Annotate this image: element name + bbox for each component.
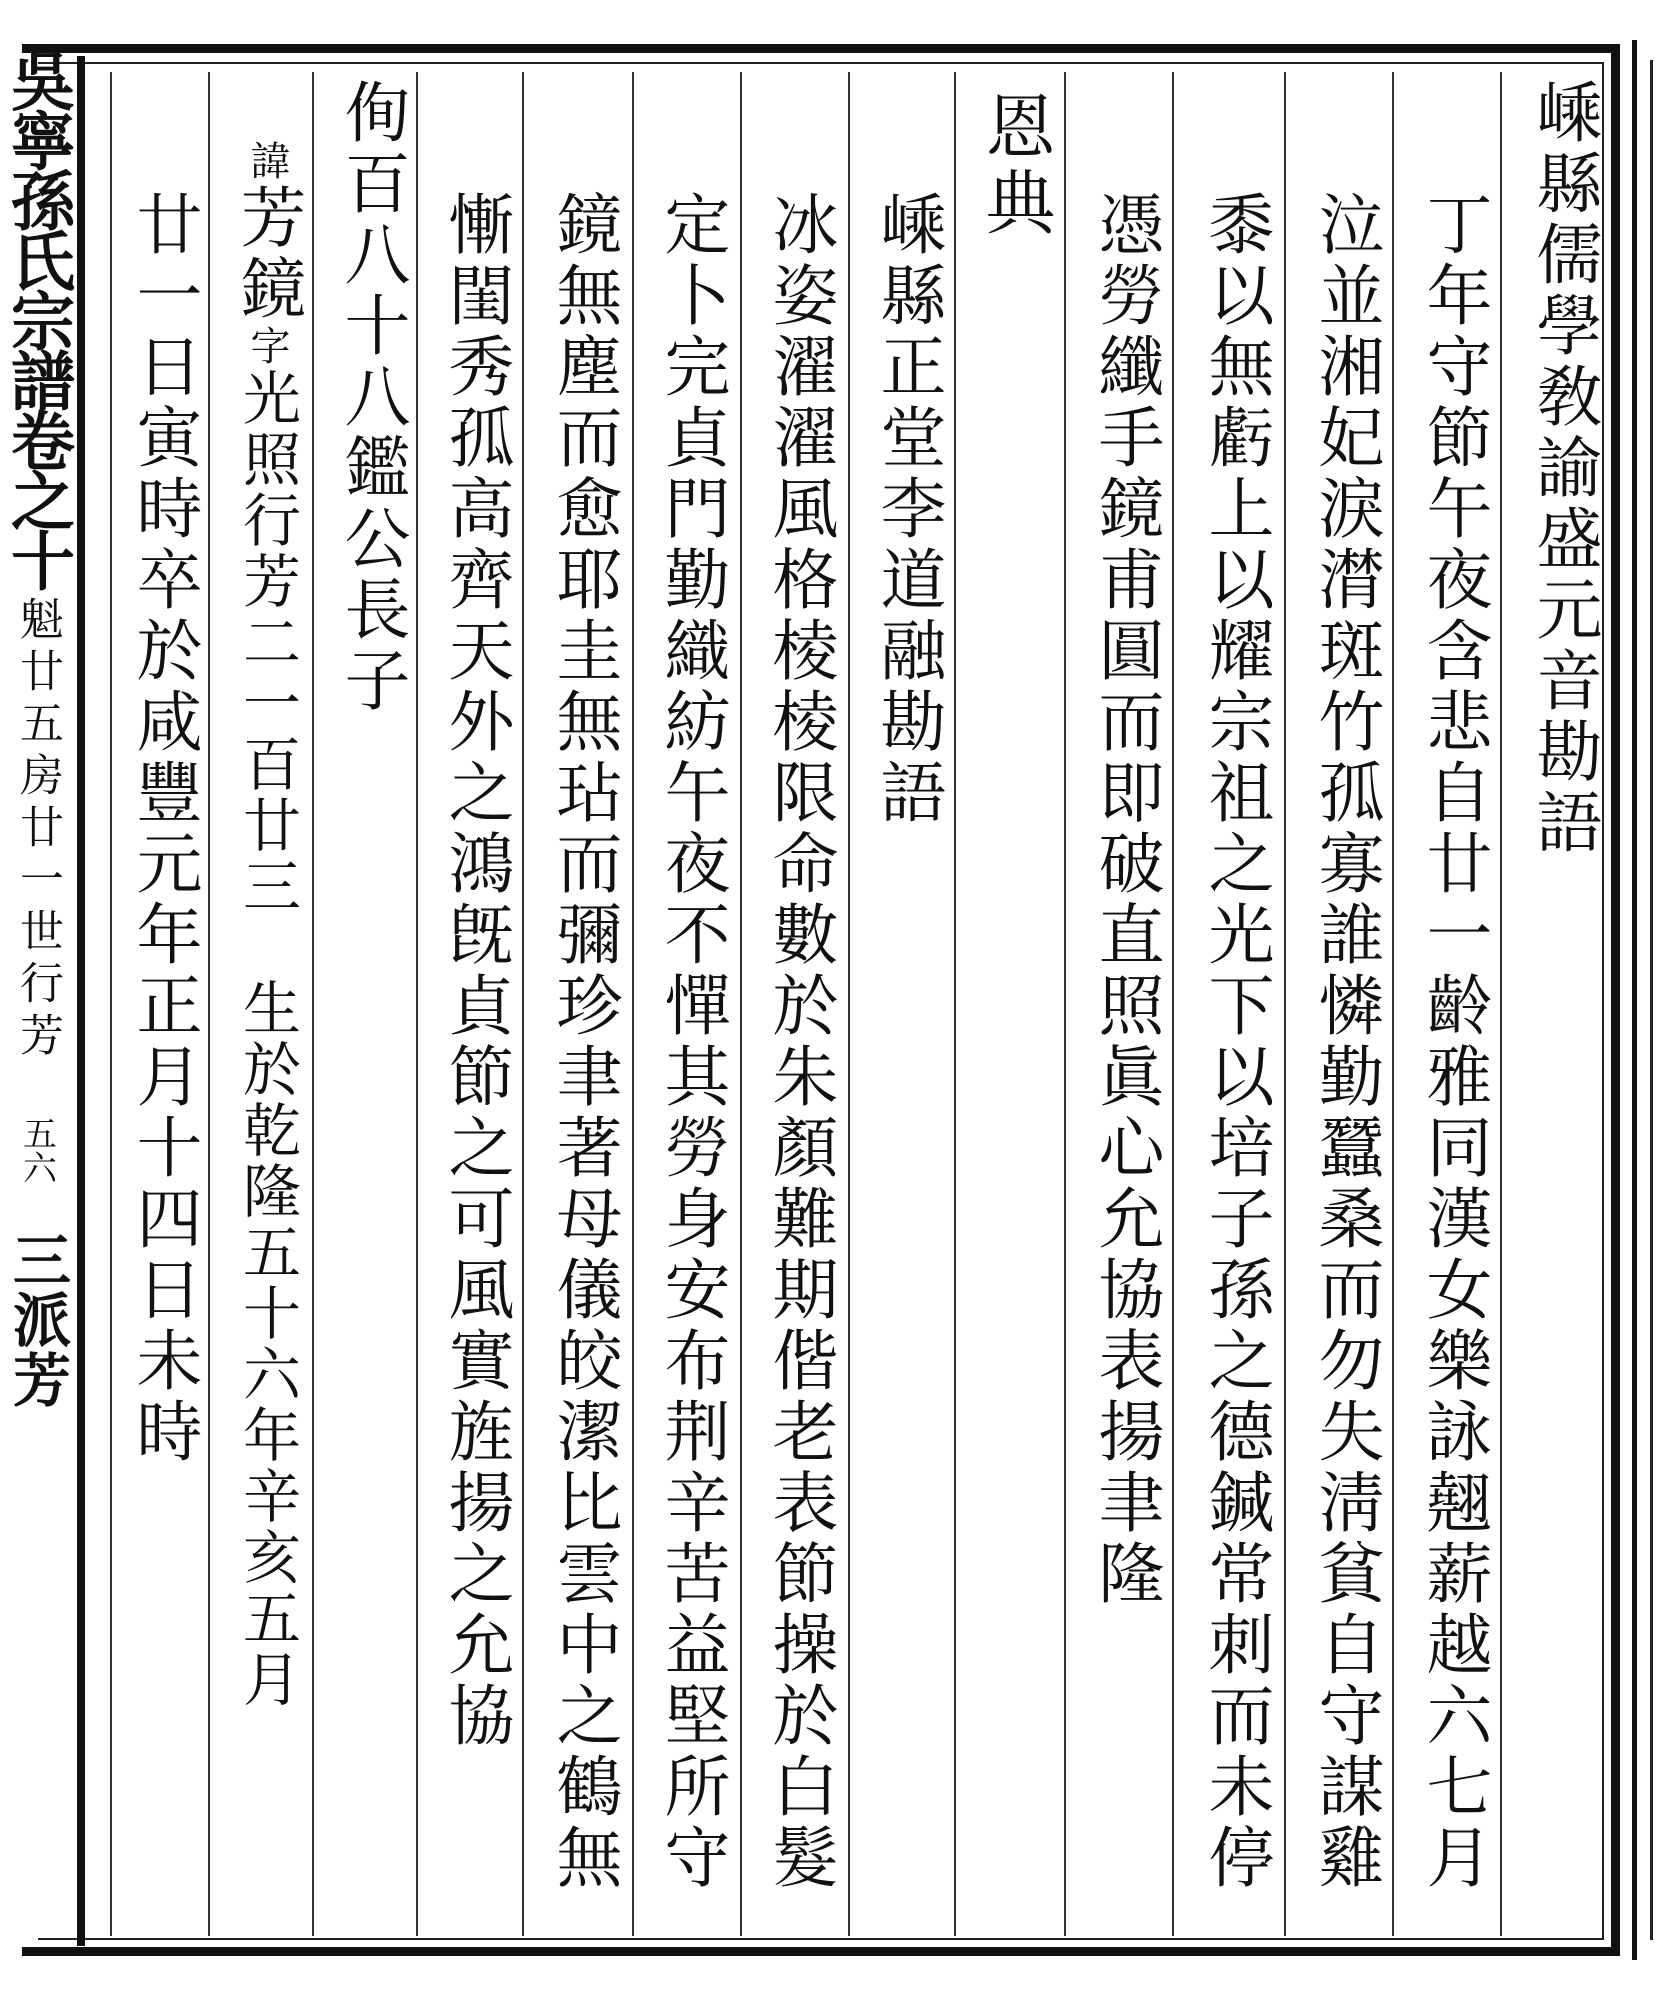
column-text: 嵊縣儒學敎諭盛元音勘語 bbox=[1525, 78, 1602, 859]
spine-hall-name: 三派芳 bbox=[3, 1230, 71, 1410]
column-rule bbox=[1064, 72, 1066, 1936]
column-8 bbox=[754, 190, 844, 1894]
column-9 bbox=[646, 190, 736, 1894]
column-text: 廿一日寅時卒於咸豐元年正月十四日未時 bbox=[125, 190, 202, 1468]
column-text: 芳鏡 bbox=[229, 183, 306, 325]
column-enen-heading bbox=[970, 90, 1060, 242]
column-text: 光照行芳二一百廿三 生於乾隆五十六年辛亥五月 bbox=[233, 368, 301, 1710]
column-rule bbox=[848, 72, 850, 1936]
column-genealogy-entry bbox=[222, 140, 312, 1710]
column-11 bbox=[430, 190, 520, 1752]
column-heading-2 bbox=[862, 190, 952, 829]
column-small-text: 字 bbox=[244, 325, 290, 368]
spine-branch: 魁廿五房廿一世行芳 bbox=[12, 596, 63, 1064]
column-text: 侚百八十八鑑公長子 bbox=[333, 78, 410, 717]
column-rule bbox=[522, 72, 524, 1936]
column-text: 丁年守節午夜含悲自廿一齡雅同漢女樂詠翹薪越六七月 bbox=[1415, 190, 1492, 1894]
column-rule bbox=[312, 72, 314, 1936]
column-text: 定卜完貞門勤織紡午夜不憚其勞身安布荆辛苦益堅所守 bbox=[653, 190, 730, 1894]
column-rule bbox=[740, 72, 742, 1936]
column-rule bbox=[1284, 72, 1286, 1936]
column-5 bbox=[1080, 190, 1170, 1610]
column-rule bbox=[1392, 72, 1394, 1936]
spine-volume: 卷之十 bbox=[0, 408, 75, 588]
column-text: 恩典 bbox=[974, 90, 1056, 242]
column-2 bbox=[1408, 190, 1498, 1894]
page-edge-line-2 bbox=[1650, 60, 1653, 1940]
spine-divider bbox=[77, 56, 85, 1946]
column-text: 慚閨秀孤高齊天外之鴻旣貞節之可風實旌揚之允協 bbox=[437, 190, 514, 1752]
column-rule bbox=[1172, 72, 1174, 1936]
column-heading-1 bbox=[1518, 78, 1608, 859]
column-text: 憑勞纖手鏡甫圓而即破直照眞心允協表揚聿隆 bbox=[1087, 190, 1164, 1610]
column-text: 黍以無虧上以耀宗祖之光下以培子孫之德鍼常刺而未停 bbox=[1197, 190, 1274, 1894]
column-3 bbox=[1300, 190, 1390, 1894]
column-10 bbox=[538, 190, 628, 1894]
column-text: 鏡無塵而愈耶圭無玷而彌珍聿著母儀皎潔比雲中之鶴無 bbox=[545, 190, 622, 1894]
column-4 bbox=[1190, 190, 1280, 1894]
column-genealogy-dates bbox=[118, 190, 208, 1468]
page-edge-line bbox=[1632, 40, 1637, 1960]
spine-page-number: 五六 bbox=[16, 1116, 57, 1184]
column-small-text: 諱 bbox=[244, 140, 290, 183]
column-text: 嵊縣正堂李道融勘語 bbox=[869, 190, 946, 829]
column-rule bbox=[110, 72, 112, 1936]
column-genealogy-heading bbox=[326, 78, 416, 717]
spine-title: 吳寧孫氏宗譜 bbox=[0, 48, 75, 408]
column-rule bbox=[632, 72, 634, 1936]
column-text: 冰姿濯濯風格棱棱限命數於朱顏難期偕老表節操於白髮 bbox=[761, 190, 838, 1894]
column-rule bbox=[1500, 72, 1502, 1936]
column-text: 泣並湘妃淚潸斑竹孤寡誰憐勤蠶桑而勿失淸貧自守謀雞 bbox=[1307, 190, 1384, 1894]
column-rule bbox=[416, 72, 418, 1936]
column-rule bbox=[208, 72, 210, 1936]
column-rule bbox=[954, 72, 956, 1936]
book-spine-margin bbox=[0, 48, 74, 1958]
